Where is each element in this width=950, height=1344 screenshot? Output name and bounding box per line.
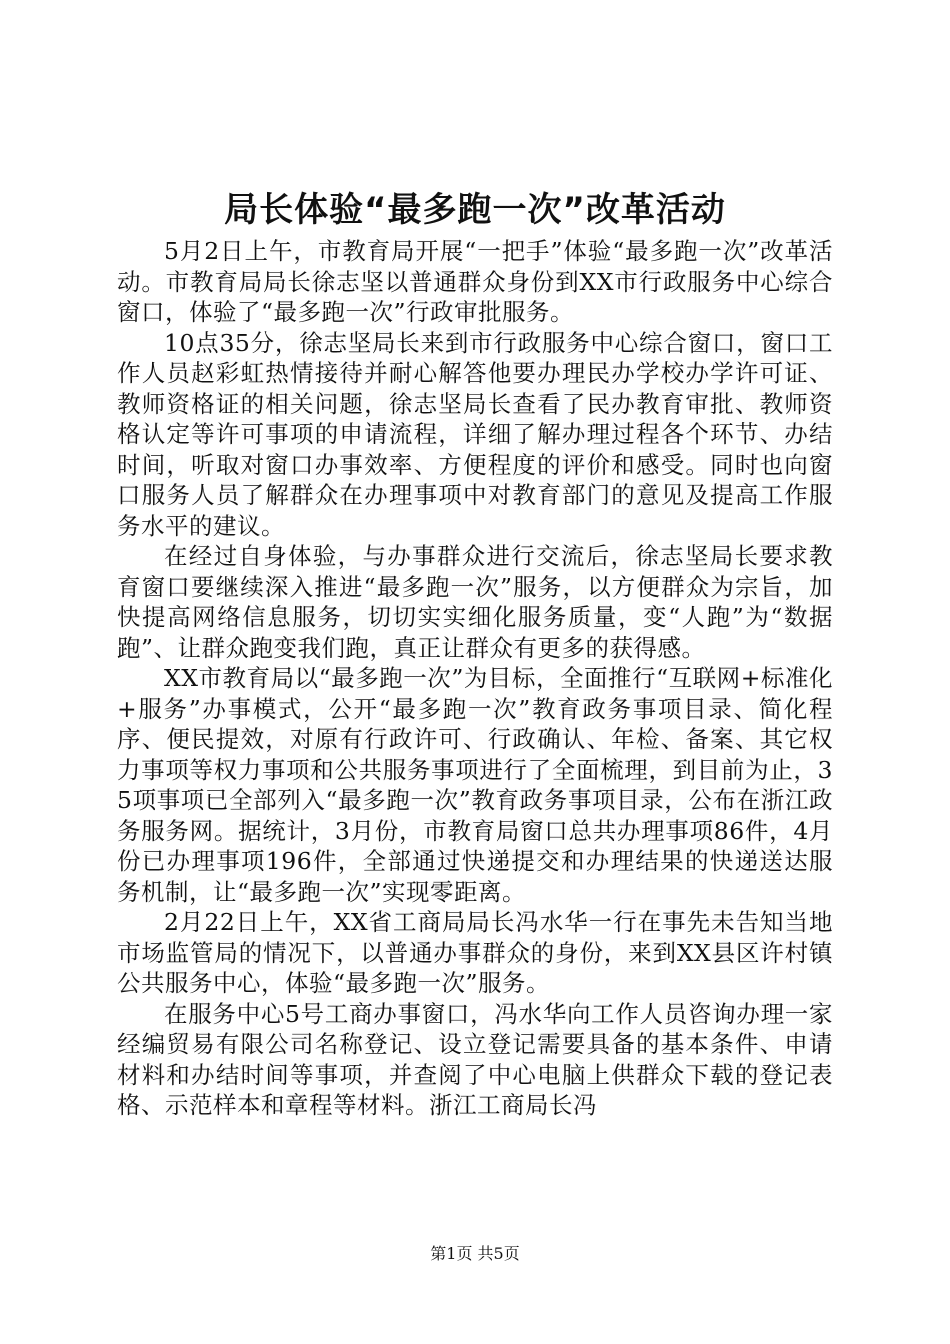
document-body xyxy=(117,236,833,1121)
paragraph-1: 5月2日上午，市教育局开展“一把手”体验“最多跑一次”改革活动。市教育局局长徐志坚以普通群众身份到XX市行政服务中心综合窗口，体验了“最多跑一次”行政审批服务。 xyxy=(117,237,833,326)
document-title: 局长体验“最多跑一次”改革活动 xyxy=(224,190,726,230)
paragraph-5: 2月22日上午，XX省工商局局长冯水华一行在事先未告知当地市场监管局的情况下，以普通办事群众的身份，来到XX县区许村镇公共服务中心，体验“最多跑一次”服务。 xyxy=(117,908,833,997)
paragraph-2: 10点35分，徐志坚局长来到市行政服务中心综合窗口，窗口工作人员赵彩虹热情接待并耐心解答他要办理民办学校办学许可证、教师资格证的相关问题，徐志坚局长查看了民办教育审批、教师资格认定等许可事项的申请流程，详细了解办理过程各个环节、办结时间，听取对窗口办事效率、方便程度的评价和感受。同时也向窗口服务人员了解群众在办理事项中对教育部门的意见及提高工作服务水平的建议。 xyxy=(117,328,833,540)
paragraph-3: 在经过自身体验，与办事群众进行交流后，徐志坚局长要求教育窗口要继续深入推进“最多跑一次”服务，以方便群众为宗旨，加快提高网络信息服务，切切实实细化服务质量，变“人跑”为“数据跑”、让群众跑变我们跑，真正让群众有更多的获得感。 xyxy=(117,542,833,662)
page-number-footer: 第1页 共5页 xyxy=(430,1244,520,1263)
paragraph-6: 在服务中心5号工商办事窗口，冯水华向工作人员咨询办理一家经编贸易有限公司名称登记、设立登记需要具备的基本条件、申请材料和办结时间等事项，并查阅了中心电脑上供群众下载的登记表格、示范样本和章程等材料。浙江工商局长冯 xyxy=(117,999,833,1119)
paragraph-4: XX市教育局以“最多跑一次”为目标，全面推行“互联网+标准化+服务”办事模式，公开“最多跑一次”教育政务事项目录、简化程序、便民提效，对原有行政许可、行政确认、年检、备案、其它权力事项等权力事项和公共服务事项进行了全面梳理，到目前为止，35项事项已全部列入“最多跑一次”教育政务事项目录，公布在浙江政务服务网。据统计，3月份，市教育局窗口总共办理事项86件，4月份已办理事项196件，全部通过快递提交和办理结果的快递送达服务机制，让“最多跑一次”实现零距离。 xyxy=(117,664,833,906)
